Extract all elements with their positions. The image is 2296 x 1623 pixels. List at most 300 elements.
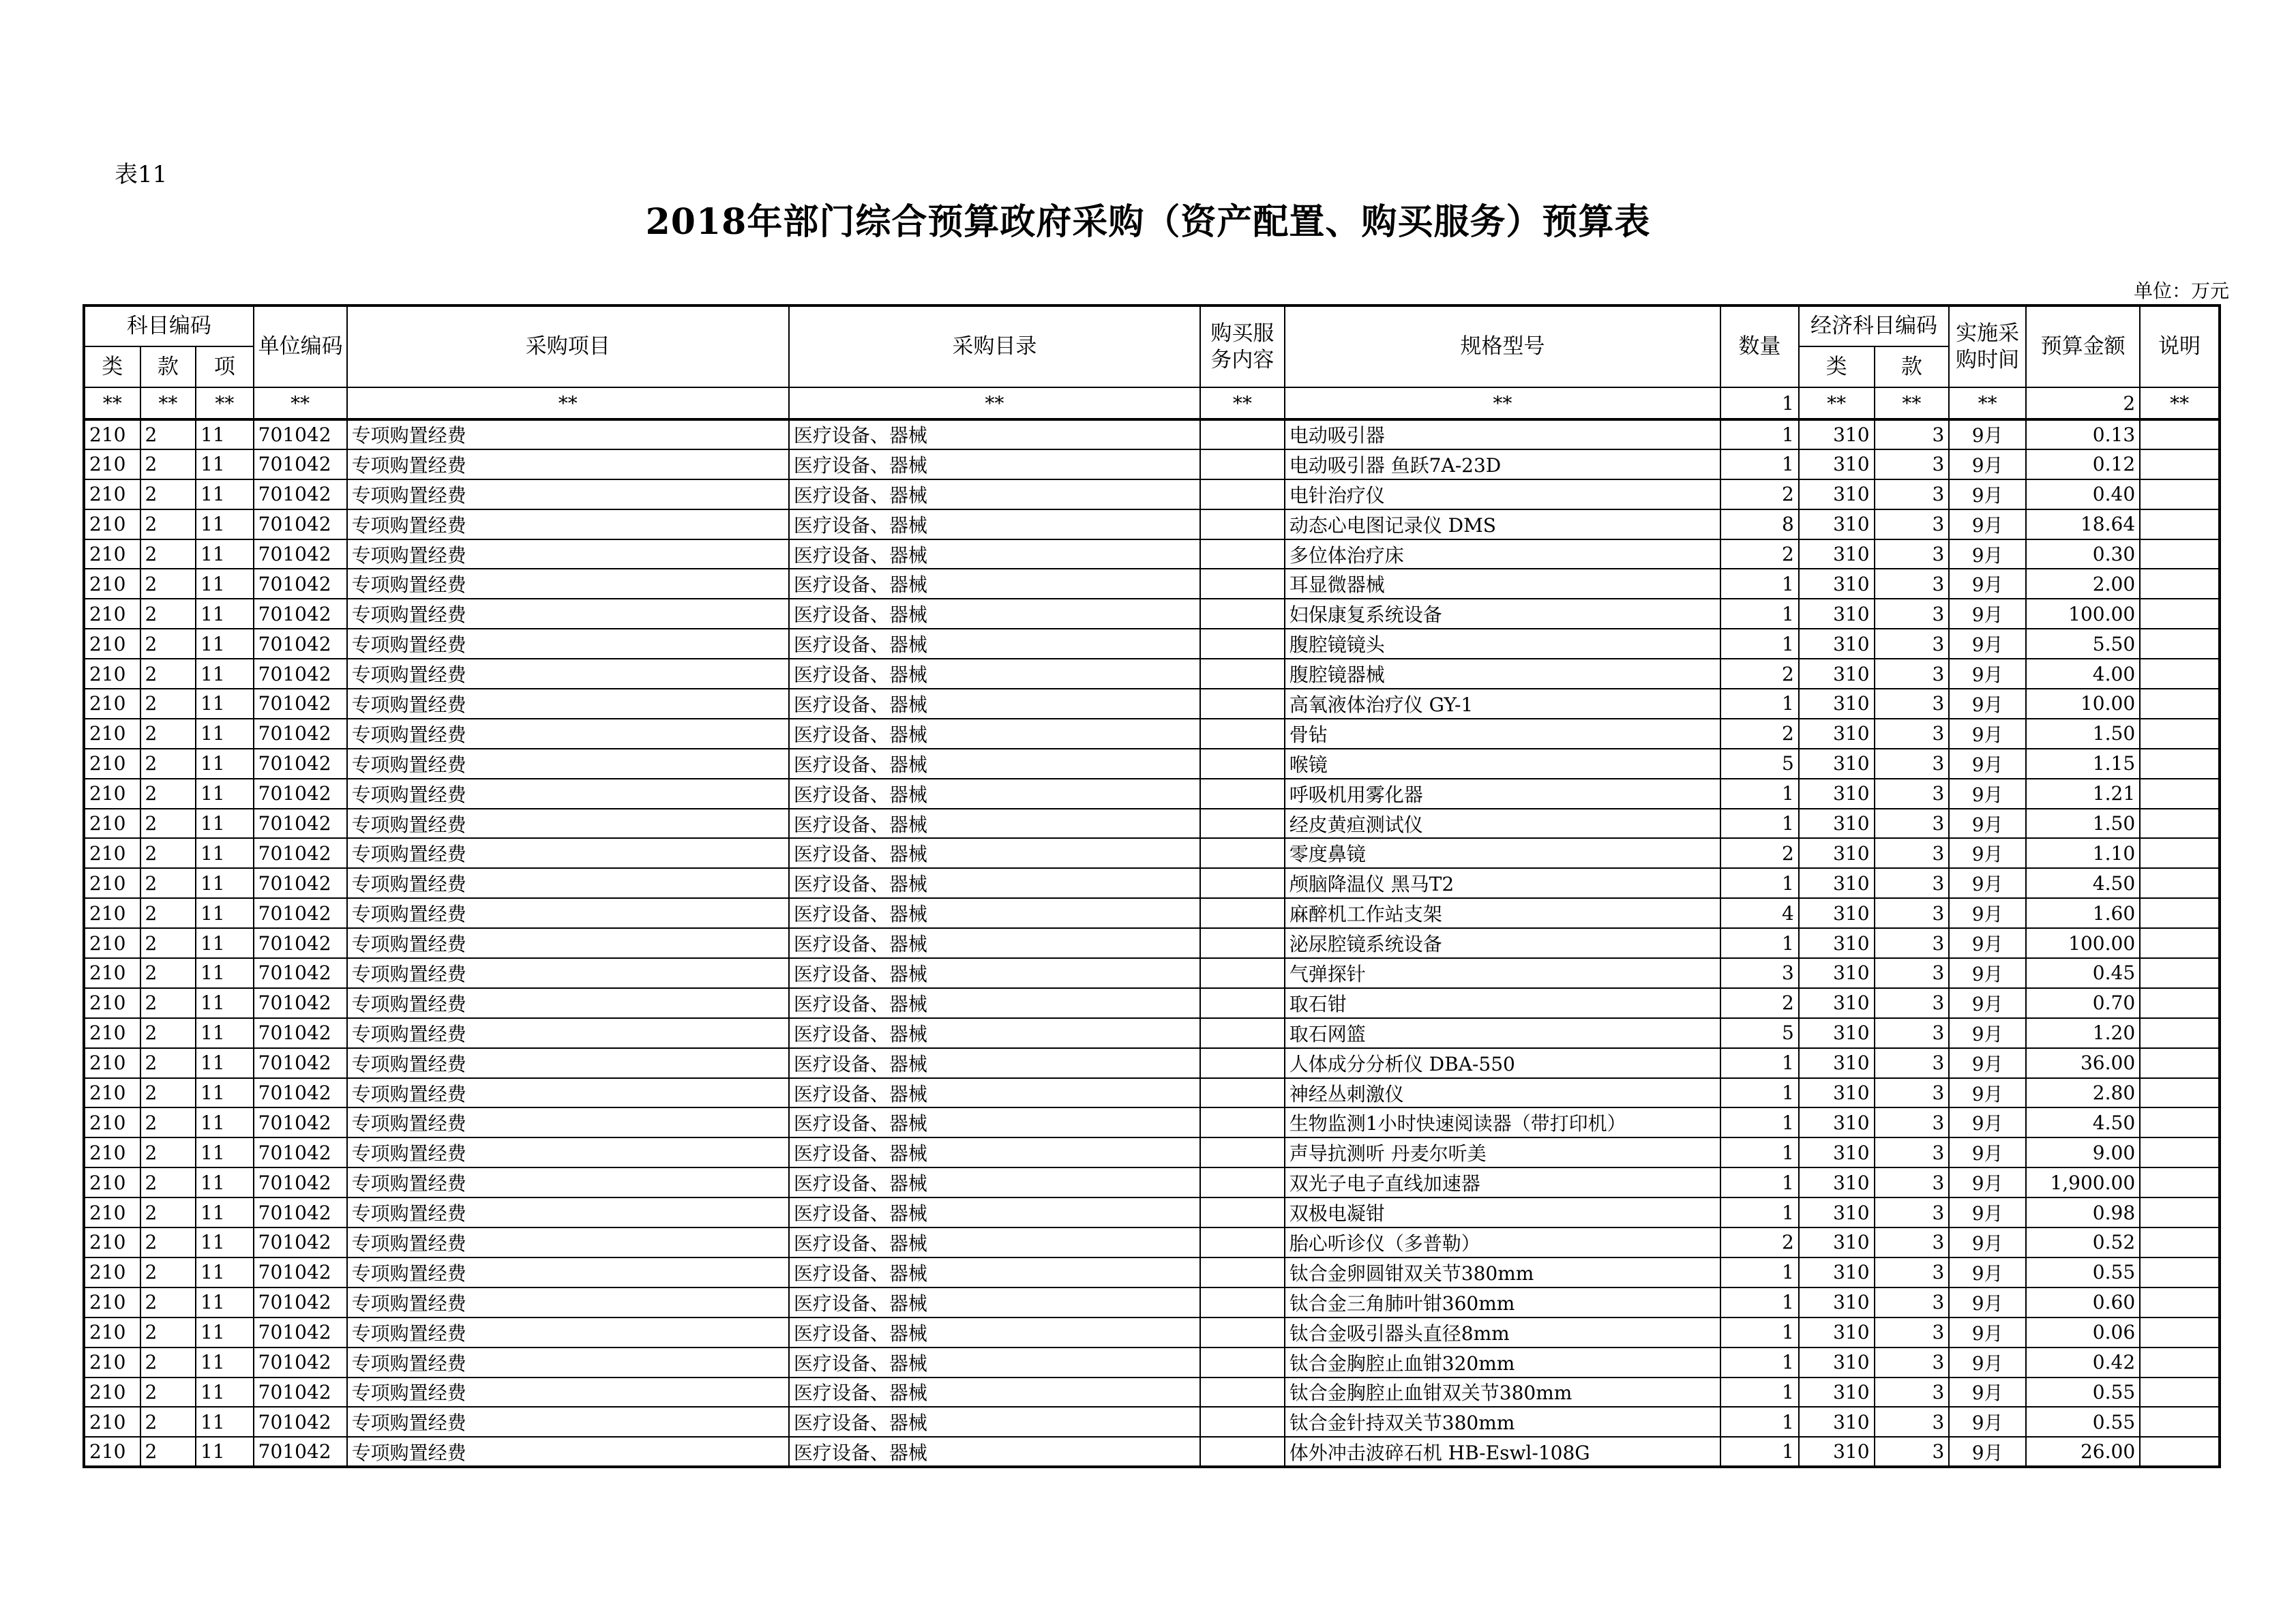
cell-xiang: 11 (196, 659, 254, 689)
cell-project: 专项购置经费 (347, 898, 789, 928)
cell-unit-code: 701042 (254, 1407, 347, 1437)
table-row (84, 1437, 2220, 1467)
table-row (84, 1227, 2220, 1257)
cell-qty: 1 (1720, 449, 1799, 479)
cell-lei: 210 (84, 898, 140, 928)
cell-unit-code: 701042 (254, 809, 347, 839)
cell-project: 专项购置经费 (347, 1257, 789, 1287)
cell-note (2140, 1287, 2220, 1317)
cell-note (2140, 1347, 2220, 1378)
cell-qty: 1 (1720, 689, 1799, 719)
cell-amount: 0.40 (2026, 479, 2140, 509)
cell-qty: 1 (1720, 1078, 1799, 1108)
cell-unit-code: 701042 (254, 659, 347, 689)
marker-cell: ** (1799, 387, 1875, 419)
cell-unit-code: 701042 (254, 1257, 347, 1287)
cell-kuan: 2 (140, 509, 196, 539)
cell-lei: 210 (84, 1437, 140, 1467)
cell-qty: 1 (1720, 1347, 1799, 1378)
marker-cell: ** (1285, 387, 1720, 419)
cell-econ-kuan: 3 (1875, 1137, 1950, 1167)
cell-kuan: 2 (140, 1347, 196, 1378)
cell-catalog: 医疗设备、器械 (789, 1167, 1200, 1197)
cell-econ-lei: 310 (1799, 838, 1875, 868)
cell-time: 9月 (1949, 569, 2026, 599)
cell-service (1200, 599, 1285, 629)
cell-spec: 电动吸引器 (1285, 419, 1720, 449)
header-project: 采购项目 (347, 306, 789, 387)
cell-unit-code: 701042 (254, 629, 347, 659)
table-row (84, 988, 2220, 1018)
cell-econ-kuan: 3 (1875, 1167, 1950, 1197)
cell-econ-kuan: 3 (1875, 1257, 1950, 1287)
cell-service (1200, 1378, 1285, 1408)
cell-project: 专项购置经费 (347, 1227, 789, 1257)
cell-catalog: 医疗设备、器械 (789, 1137, 1200, 1167)
cell-econ-lei: 310 (1799, 1378, 1875, 1408)
header-unit-code: 单位编码 (254, 306, 347, 387)
cell-time: 9月 (1949, 1137, 2026, 1167)
table-row (84, 509, 2220, 539)
cell-project: 专项购置经费 (347, 719, 789, 749)
cell-xiang: 11 (196, 868, 254, 898)
cell-qty: 1 (1720, 779, 1799, 809)
cell-service (1200, 629, 1285, 659)
cell-kuan: 2 (140, 1197, 196, 1227)
cell-service (1200, 569, 1285, 599)
cell-econ-lei: 310 (1799, 749, 1875, 779)
table-row (84, 1287, 2220, 1317)
cell-lei: 210 (84, 1048, 140, 1078)
cell-spec: 钛合金吸引器头直径8mm (1285, 1317, 1720, 1347)
cell-xiang: 11 (196, 1437, 254, 1467)
cell-catalog: 医疗设备、器械 (789, 749, 1200, 779)
cell-xiang: 11 (196, 1048, 254, 1078)
cell-unit-code: 701042 (254, 569, 347, 599)
cell-service (1200, 958, 1285, 988)
cell-kuan: 2 (140, 719, 196, 749)
cell-unit-code: 701042 (254, 719, 347, 749)
cell-lei: 210 (84, 958, 140, 988)
cell-time: 9月 (1949, 599, 2026, 629)
cell-note (2140, 719, 2220, 749)
cell-xiang: 11 (196, 1107, 254, 1137)
cell-unit-code: 701042 (254, 958, 347, 988)
cell-unit-code: 701042 (254, 1317, 347, 1347)
cell-econ-kuan: 3 (1875, 809, 1950, 839)
cell-service (1200, 868, 1285, 898)
cell-qty: 5 (1720, 1018, 1799, 1048)
cell-spec: 钛合金针持双关节380mm (1285, 1407, 1720, 1437)
cell-xiang: 11 (196, 419, 254, 449)
marker-cell: 2 (2026, 387, 2140, 419)
cell-service (1200, 1107, 1285, 1137)
cell-spec: 腹腔镜镜头 (1285, 629, 1720, 659)
cell-econ-kuan: 3 (1875, 1407, 1950, 1437)
cell-amount: 4.50 (2026, 868, 2140, 898)
cell-qty: 2 (1720, 1227, 1799, 1257)
cell-xiang: 11 (196, 1137, 254, 1167)
cell-qty: 1 (1720, 809, 1799, 839)
cell-kuan: 2 (140, 539, 196, 569)
cell-lei: 210 (84, 1378, 140, 1408)
cell-xiang: 11 (196, 509, 254, 539)
cell-lei: 210 (84, 749, 140, 779)
cell-amount: 0.30 (2026, 539, 2140, 569)
cell-service (1200, 1407, 1285, 1437)
cell-catalog: 医疗设备、器械 (789, 1407, 1200, 1437)
cell-unit-code: 701042 (254, 898, 347, 928)
cell-xiang: 11 (196, 809, 254, 839)
cell-catalog: 医疗设备、器械 (789, 1317, 1200, 1347)
cell-unit-code: 701042 (254, 1287, 347, 1317)
cell-kuan: 2 (140, 1167, 196, 1197)
table-row (84, 419, 2220, 449)
cell-project: 专项购置经费 (347, 689, 789, 719)
cell-kuan: 2 (140, 569, 196, 599)
marker-cell: ** (254, 387, 347, 419)
cell-econ-kuan: 3 (1875, 629, 1950, 659)
cell-amount: 1.60 (2026, 898, 2140, 928)
cell-lei: 210 (84, 1227, 140, 1257)
cell-amount: 1.15 (2026, 749, 2140, 779)
cell-kuan: 2 (140, 749, 196, 779)
cell-unit-code: 701042 (254, 1378, 347, 1408)
table-row (84, 779, 2220, 809)
cell-project: 专项购置经费 (347, 928, 789, 958)
table-row (84, 1347, 2220, 1378)
cell-spec: 呼吸机用雾化器 (1285, 779, 1720, 809)
cell-kuan: 2 (140, 1137, 196, 1167)
cell-xiang: 11 (196, 1317, 254, 1347)
cell-qty: 2 (1720, 838, 1799, 868)
cell-amount: 100.00 (2026, 599, 2140, 629)
table-row (84, 928, 2220, 958)
cell-amount: 9.00 (2026, 1137, 2140, 1167)
cell-service (1200, 539, 1285, 569)
cell-catalog: 医疗设备、器械 (789, 809, 1200, 839)
cell-catalog: 医疗设备、器械 (789, 689, 1200, 719)
table-row (84, 569, 2220, 599)
cell-qty: 1 (1720, 1167, 1799, 1197)
cell-project: 专项购置经费 (347, 479, 789, 509)
cell-qty: 4 (1720, 898, 1799, 928)
header-xiang: 项 (196, 346, 254, 387)
cell-note (2140, 928, 2220, 958)
cell-time: 9月 (1949, 449, 2026, 479)
cell-kuan: 2 (140, 1407, 196, 1437)
cell-catalog: 医疗设备、器械 (789, 868, 1200, 898)
cell-project: 专项购置经费 (347, 779, 789, 809)
cell-lei: 210 (84, 928, 140, 958)
cell-service (1200, 689, 1285, 719)
cell-project: 专项购置经费 (347, 868, 789, 898)
cell-catalog: 医疗设备、器械 (789, 1197, 1200, 1227)
cell-lei: 210 (84, 539, 140, 569)
cell-note (2140, 988, 2220, 1018)
cell-unit-code: 701042 (254, 988, 347, 1018)
cell-econ-kuan: 3 (1875, 1437, 1950, 1467)
cell-econ-lei: 310 (1799, 1407, 1875, 1437)
cell-econ-kuan: 3 (1875, 419, 1950, 449)
cell-spec: 钛合金胸腔止血钳320mm (1285, 1347, 1720, 1378)
cell-xiang: 11 (196, 779, 254, 809)
header-service: 购买服务内容 (1200, 306, 1285, 387)
cell-service (1200, 1078, 1285, 1108)
cell-service (1200, 1137, 1285, 1167)
cell-lei: 210 (84, 1287, 140, 1317)
cell-spec: 泌尿腔镜系统设备 (1285, 928, 1720, 958)
cell-service (1200, 449, 1285, 479)
cell-spec: 经皮黄疸测试仪 (1285, 809, 1720, 839)
cell-time: 9月 (1949, 1107, 2026, 1137)
cell-kuan: 2 (140, 1018, 196, 1048)
cell-econ-lei: 310 (1799, 449, 1875, 479)
cell-unit-code: 701042 (254, 419, 347, 449)
cell-catalog: 医疗设备、器械 (789, 599, 1200, 629)
table-row (84, 838, 2220, 868)
cell-project: 专项购置经费 (347, 1317, 789, 1347)
cell-xiang: 11 (196, 1167, 254, 1197)
cell-service (1200, 1287, 1285, 1317)
cell-catalog: 医疗设备、器械 (789, 719, 1200, 749)
cell-time: 9月 (1949, 659, 2026, 689)
cell-kuan: 2 (140, 928, 196, 958)
cell-note (2140, 569, 2220, 599)
cell-econ-lei: 310 (1799, 1317, 1875, 1347)
cell-kuan: 2 (140, 1437, 196, 1467)
cell-catalog: 医疗设备、器械 (789, 838, 1200, 868)
cell-amount: 18.64 (2026, 509, 2140, 539)
cell-catalog: 医疗设备、器械 (789, 1018, 1200, 1048)
cell-lei: 210 (84, 599, 140, 629)
cell-unit-code: 701042 (254, 1197, 347, 1227)
cell-note (2140, 1048, 2220, 1078)
cell-lei: 210 (84, 1018, 140, 1048)
cell-xiang: 11 (196, 1287, 254, 1317)
cell-time: 9月 (1949, 629, 2026, 659)
cell-project: 专项购置经费 (347, 599, 789, 629)
cell-time: 9月 (1949, 1287, 2026, 1317)
cell-time: 9月 (1949, 868, 2026, 898)
cell-econ-lei: 310 (1799, 958, 1875, 988)
cell-amount: 1.21 (2026, 779, 2140, 809)
cell-catalog: 医疗设备、器械 (789, 1378, 1200, 1408)
marker-row (84, 387, 2220, 419)
cell-econ-kuan: 3 (1875, 539, 1950, 569)
cell-econ-lei: 310 (1799, 1227, 1875, 1257)
cell-service (1200, 1227, 1285, 1257)
cell-amount: 2.00 (2026, 569, 2140, 599)
cell-catalog: 医疗设备、器械 (789, 1347, 1200, 1378)
cell-amount: 0.42 (2026, 1347, 2140, 1378)
cell-time: 9月 (1949, 1378, 2026, 1408)
cell-time: 9月 (1949, 689, 2026, 719)
table-row (84, 629, 2220, 659)
cell-time: 9月 (1949, 479, 2026, 509)
cell-unit-code: 701042 (254, 479, 347, 509)
cell-time: 9月 (1949, 1078, 2026, 1108)
cell-service (1200, 1167, 1285, 1197)
cell-spec: 高氧液体治疗仪 GY-1 (1285, 689, 1720, 719)
cell-amount: 0.55 (2026, 1257, 2140, 1287)
cell-qty: 2 (1720, 479, 1799, 509)
cell-catalog: 医疗设备、器械 (789, 449, 1200, 479)
cell-time: 9月 (1949, 838, 2026, 868)
cell-catalog: 医疗设备、器械 (789, 1437, 1200, 1467)
cell-note (2140, 749, 2220, 779)
cell-xiang: 11 (196, 1347, 254, 1378)
table-row (84, 749, 2220, 779)
cell-note (2140, 509, 2220, 539)
table-row (84, 1167, 2220, 1197)
cell-econ-lei: 310 (1799, 539, 1875, 569)
cell-xiang: 11 (196, 689, 254, 719)
cell-service (1200, 988, 1285, 1018)
cell-lei: 210 (84, 1347, 140, 1378)
cell-qty: 1 (1720, 629, 1799, 659)
cell-econ-lei: 310 (1799, 569, 1875, 599)
cell-qty: 1 (1720, 1197, 1799, 1227)
budget-table (83, 304, 2221, 1468)
cell-amount: 5.50 (2026, 629, 2140, 659)
cell-amount: 1.50 (2026, 809, 2140, 839)
cell-amount: 100.00 (2026, 928, 2140, 958)
cell-econ-lei: 310 (1799, 719, 1875, 749)
cell-lei: 210 (84, 988, 140, 1018)
cell-lei: 210 (84, 1167, 140, 1197)
marker-cell: ** (347, 387, 789, 419)
cell-spec: 气弹探针 (1285, 958, 1720, 988)
cell-econ-lei: 310 (1799, 1287, 1875, 1317)
cell-amount: 0.12 (2026, 449, 2140, 479)
cell-time: 9月 (1949, 779, 2026, 809)
cell-note (2140, 1227, 2220, 1257)
cell-time: 9月 (1949, 928, 2026, 958)
table-row (84, 1197, 2220, 1227)
cell-kuan: 2 (140, 868, 196, 898)
table-row (84, 1378, 2220, 1408)
cell-econ-lei: 310 (1799, 629, 1875, 659)
cell-service (1200, 928, 1285, 958)
cell-lei: 210 (84, 1407, 140, 1437)
cell-spec: 双极电凝钳 (1285, 1197, 1720, 1227)
table-row (84, 898, 2220, 928)
cell-note (2140, 1197, 2220, 1227)
header-econ-code: 经济科目编码 (1799, 306, 1949, 346)
cell-note (2140, 838, 2220, 868)
cell-kuan: 2 (140, 1227, 196, 1257)
cell-amount: 0.55 (2026, 1407, 2140, 1437)
cell-kuan: 2 (140, 599, 196, 629)
cell-amount: 26.00 (2026, 1437, 2140, 1467)
cell-econ-lei: 310 (1799, 868, 1875, 898)
cell-econ-kuan: 3 (1875, 988, 1950, 1018)
header-spec: 规格型号 (1285, 306, 1720, 387)
cell-note (2140, 1257, 2220, 1287)
cell-note (2140, 539, 2220, 569)
cell-econ-kuan: 3 (1875, 1317, 1950, 1347)
cell-xiang: 11 (196, 539, 254, 569)
cell-xiang: 11 (196, 838, 254, 868)
cell-econ-lei: 310 (1799, 1107, 1875, 1137)
cell-xiang: 11 (196, 1078, 254, 1108)
cell-kuan: 2 (140, 838, 196, 868)
cell-econ-kuan: 3 (1875, 898, 1950, 928)
table-row (84, 1048, 2220, 1078)
cell-project: 专项购置经费 (347, 988, 789, 1018)
cell-spec: 钛合金卵圆钳双关节380mm (1285, 1257, 1720, 1287)
cell-spec: 体外冲击波碎石机 HB-Eswl-108G (1285, 1437, 1720, 1467)
cell-lei: 210 (84, 1078, 140, 1108)
cell-econ-kuan: 3 (1875, 1107, 1950, 1137)
cell-lei: 210 (84, 419, 140, 449)
cell-unit-code: 701042 (254, 1137, 347, 1167)
cell-econ-kuan: 3 (1875, 509, 1950, 539)
cell-service (1200, 1197, 1285, 1227)
cell-econ-kuan: 3 (1875, 479, 1950, 509)
cell-note (2140, 1137, 2220, 1167)
marker-cell: ** (140, 387, 196, 419)
cell-catalog: 医疗设备、器械 (789, 1078, 1200, 1108)
cell-time: 9月 (1949, 749, 2026, 779)
cell-project: 专项购置经费 (347, 659, 789, 689)
cell-qty: 1 (1720, 1287, 1799, 1317)
cell-kuan: 2 (140, 479, 196, 509)
cell-econ-lei: 310 (1799, 689, 1875, 719)
cell-amount: 0.13 (2026, 419, 2140, 449)
cell-xiang: 11 (196, 1378, 254, 1408)
cell-time: 9月 (1949, 1347, 2026, 1378)
cell-amount: 1.20 (2026, 1018, 2140, 1048)
cell-kuan: 2 (140, 449, 196, 479)
cell-xiang: 11 (196, 1197, 254, 1227)
cell-qty: 3 (1720, 958, 1799, 988)
cell-econ-lei: 310 (1799, 1167, 1875, 1197)
table-label: 表11 (115, 161, 168, 188)
cell-amount: 4.50 (2026, 1107, 2140, 1137)
cell-service (1200, 1257, 1285, 1287)
table-row (84, 809, 2220, 839)
cell-time: 9月 (1949, 958, 2026, 988)
cell-amount: 10.00 (2026, 689, 2140, 719)
cell-econ-kuan: 3 (1875, 958, 1950, 988)
cell-catalog: 医疗设备、器械 (789, 988, 1200, 1018)
table-row (84, 1317, 2220, 1347)
cell-econ-lei: 310 (1799, 509, 1875, 539)
cell-qty: 8 (1720, 509, 1799, 539)
cell-lei: 210 (84, 779, 140, 809)
cell-unit-code: 701042 (254, 599, 347, 629)
table-row (84, 1078, 2220, 1108)
cell-time: 9月 (1949, 898, 2026, 928)
cell-project: 专项购置经费 (347, 1437, 789, 1467)
cell-econ-lei: 310 (1799, 988, 1875, 1018)
cell-unit-code: 701042 (254, 689, 347, 719)
cell-kuan: 2 (140, 419, 196, 449)
cell-project: 专项购置经费 (347, 1347, 789, 1378)
cell-project: 专项购置经费 (347, 1078, 789, 1108)
table-row (84, 1407, 2220, 1437)
cell-service (1200, 898, 1285, 928)
table-row (84, 1018, 2220, 1048)
table-row (84, 479, 2220, 509)
cell-project: 专项购置经费 (347, 569, 789, 599)
cell-service (1200, 1317, 1285, 1347)
cell-kuan: 2 (140, 1378, 196, 1408)
cell-qty: 2 (1720, 988, 1799, 1018)
cell-service (1200, 1048, 1285, 1078)
